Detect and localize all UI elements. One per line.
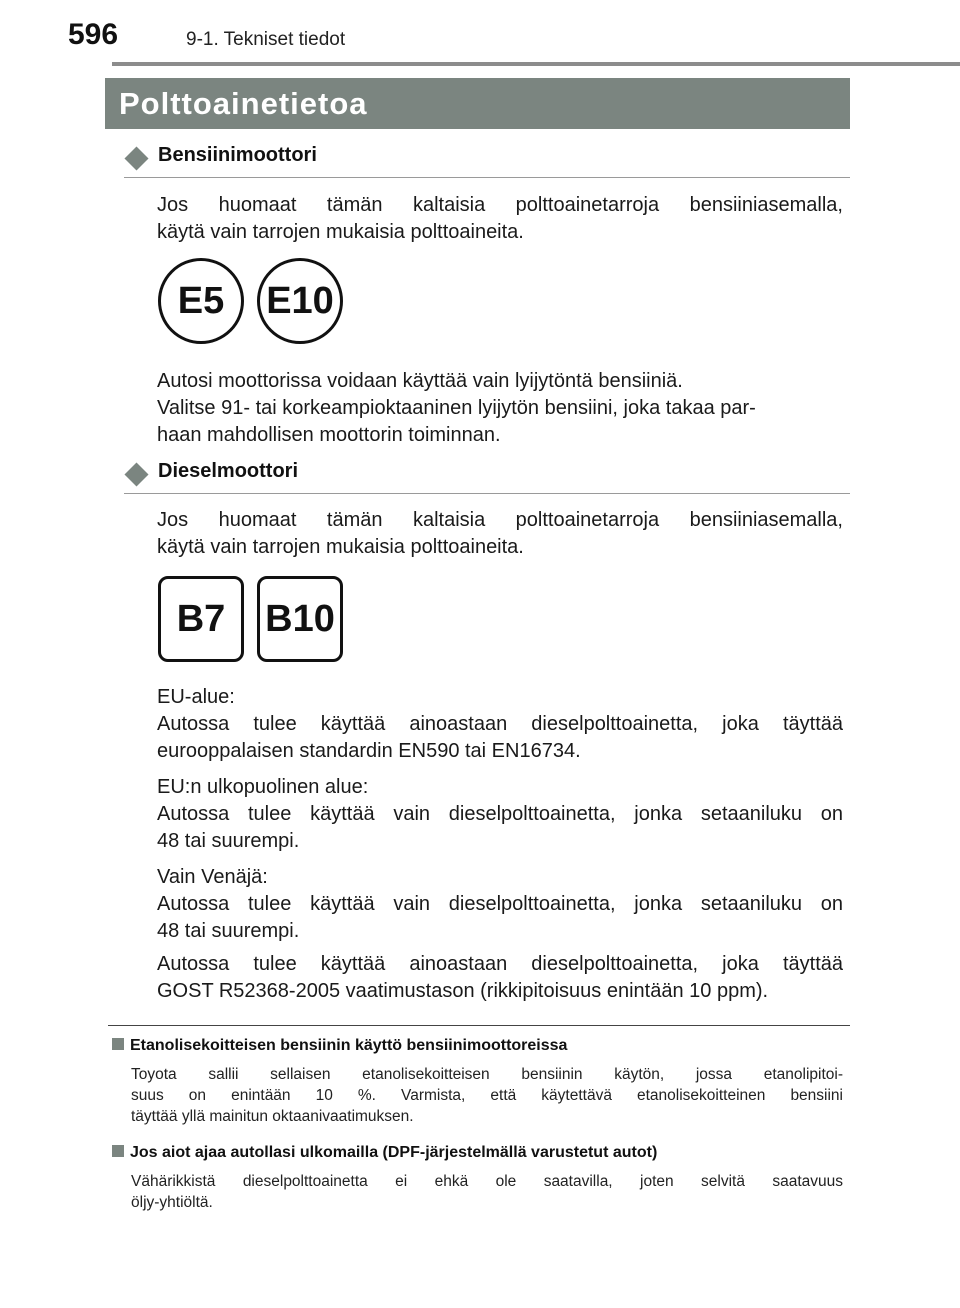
- diesel-intro-line-2: käytä vain tarrojen mukaisia polttoaineita.: [157, 536, 524, 558]
- diesel-outside-eu-line-1: Autossa tulee käyttää vain dieselpolttoainetta, jonka setaaniluku on: [157, 803, 843, 825]
- petrol-intro-line-1: Jos huomaat tämän kaltaisia polttoainetarroja bensiiniasemalla,: [157, 194, 843, 216]
- petrol-info-line-3: haan mahdollisen moottorin toiminnan.: [157, 424, 501, 446]
- note-heading-abroad-text: Jos aiot ajaa autollasi ulkomailla (DPF-järjestelmällä varustetut autot): [130, 1144, 658, 1161]
- note-ethanol-line-1: Toyota sallii sellaisen etanolisekoitteisen bensiinin käytön, jossa etanolipitoi-: [131, 1066, 843, 1083]
- note-abroad-line-2: öljy-yhtiöltä.: [131, 1194, 213, 1211]
- note-body-abroad: [131, 1171, 843, 1213]
- diesel-eu-title: EU-alue:: [157, 686, 235, 708]
- page-title: Polttoainetietoa: [119, 86, 368, 121]
- diesel-heading-text: Dieselmoottori: [158, 460, 299, 482]
- diesel-intro-line-1: Jos huomaat tämän kaltaisia polttoainetarroja bensiiniasemalla,: [157, 509, 843, 531]
- chapter-title: 9-1. Tekniset tiedot: [186, 29, 346, 50]
- fuel-label-b10-text: B10: [265, 597, 335, 640]
- petrol-info: [157, 368, 843, 449]
- diesel-russia: [157, 864, 843, 945]
- note-heading-ethanol-text: Etanolisekoitteisen bensiinin käyttö bensiinimoottoreissa: [130, 1037, 568, 1054]
- diesel-outside-eu-title: EU:n ulkopuolinen alue:: [157, 776, 369, 798]
- page-number: 596: [68, 18, 119, 51]
- diesel-russia-gost-line-1: Autossa tulee käyttää ainoastaan dieselpolttoainetta, joka täyttää: [157, 953, 843, 975]
- diesel-russia-line-1: Autossa tulee käyttää vain dieselpolttoainetta, jonka setaaniluku on: [157, 893, 843, 915]
- diesel-russia-gost: [157, 951, 843, 1005]
- note-body-ethanol: [131, 1064, 843, 1127]
- notes-divider: [108, 1025, 850, 1026]
- square-bullet-icon: [112, 1145, 124, 1157]
- diesel-russia-gost-line-2: GOST R52368-2005 vaatimustason (rikkipitoisuus enintään 10 ppm).: [157, 980, 769, 1002]
- petrol-info-line-1: Autosi moottorissa voidaan käyttää vain lyijytöntä bensiiniä.: [157, 370, 683, 392]
- fuel-label-b7-icon: [158, 576, 244, 662]
- fuel-label-e5-text: E5: [177, 279, 225, 322]
- fuel-label-e5-icon: [158, 258, 244, 344]
- diamond-bullet-icon: [124, 146, 148, 170]
- diesel-eu-line-2: eurooppalaisen standardin EN590 tai EN16734.: [157, 740, 581, 762]
- petrol-intro-line-2: käytä vain tarrojen mukaisia polttoaineita.: [157, 221, 524, 243]
- section-title-bar: [105, 78, 850, 129]
- note-abroad-line-1: Vähärikkistä dieselpolttoainetta ei ehkä ole saatavilla, joten selvitä saatavuus: [131, 1173, 843, 1190]
- diamond-bullet-icon: [124, 462, 148, 486]
- fuel-label-b7-text: B7: [176, 597, 226, 640]
- diesel-russia-title: Vain Venäjä:: [157, 866, 268, 888]
- note-heading-ethanol: [112, 1037, 567, 1055]
- diesel-eu-line-1: Autossa tulee käyttää ainoastaan dieselpolttoainetta, joka täyttää: [157, 713, 843, 735]
- diesel-heading: [124, 460, 850, 494]
- header-divider: [112, 62, 960, 66]
- fuel-label-b10-icon: [257, 576, 343, 662]
- fuel-label-e10-text: E10: [266, 279, 334, 322]
- petrol-heading: [124, 144, 850, 178]
- petrol-heading-text: Bensiinimoottori: [158, 144, 317, 166]
- page-header: [0, 0, 960, 70]
- diesel-russia-line-2: 48 tai suurempi.: [157, 920, 300, 942]
- note-ethanol-line-3: täyttää yllä mainitun oktaanivaatimuksen.: [131, 1108, 414, 1125]
- petrol-intro: [157, 192, 843, 246]
- note-heading-abroad: [112, 1144, 657, 1162]
- square-bullet-icon: [112, 1038, 124, 1050]
- diesel-outside-eu-line-2: 48 tai suurempi.: [157, 830, 300, 852]
- fuel-label-e10-icon: [257, 258, 343, 344]
- petrol-info-line-2: Valitse 91- tai korkeampioktaaninen lyijytön bensiini, joka takaa par-: [157, 397, 756, 419]
- note-ethanol-line-2: suus on enintään 10 %. Varmista, että käytettävä etanolisekoitteinen bensiini: [131, 1087, 843, 1104]
- diesel-eu: [157, 684, 843, 765]
- diesel-outside-eu: [157, 774, 843, 855]
- diesel-intro: [157, 507, 843, 561]
